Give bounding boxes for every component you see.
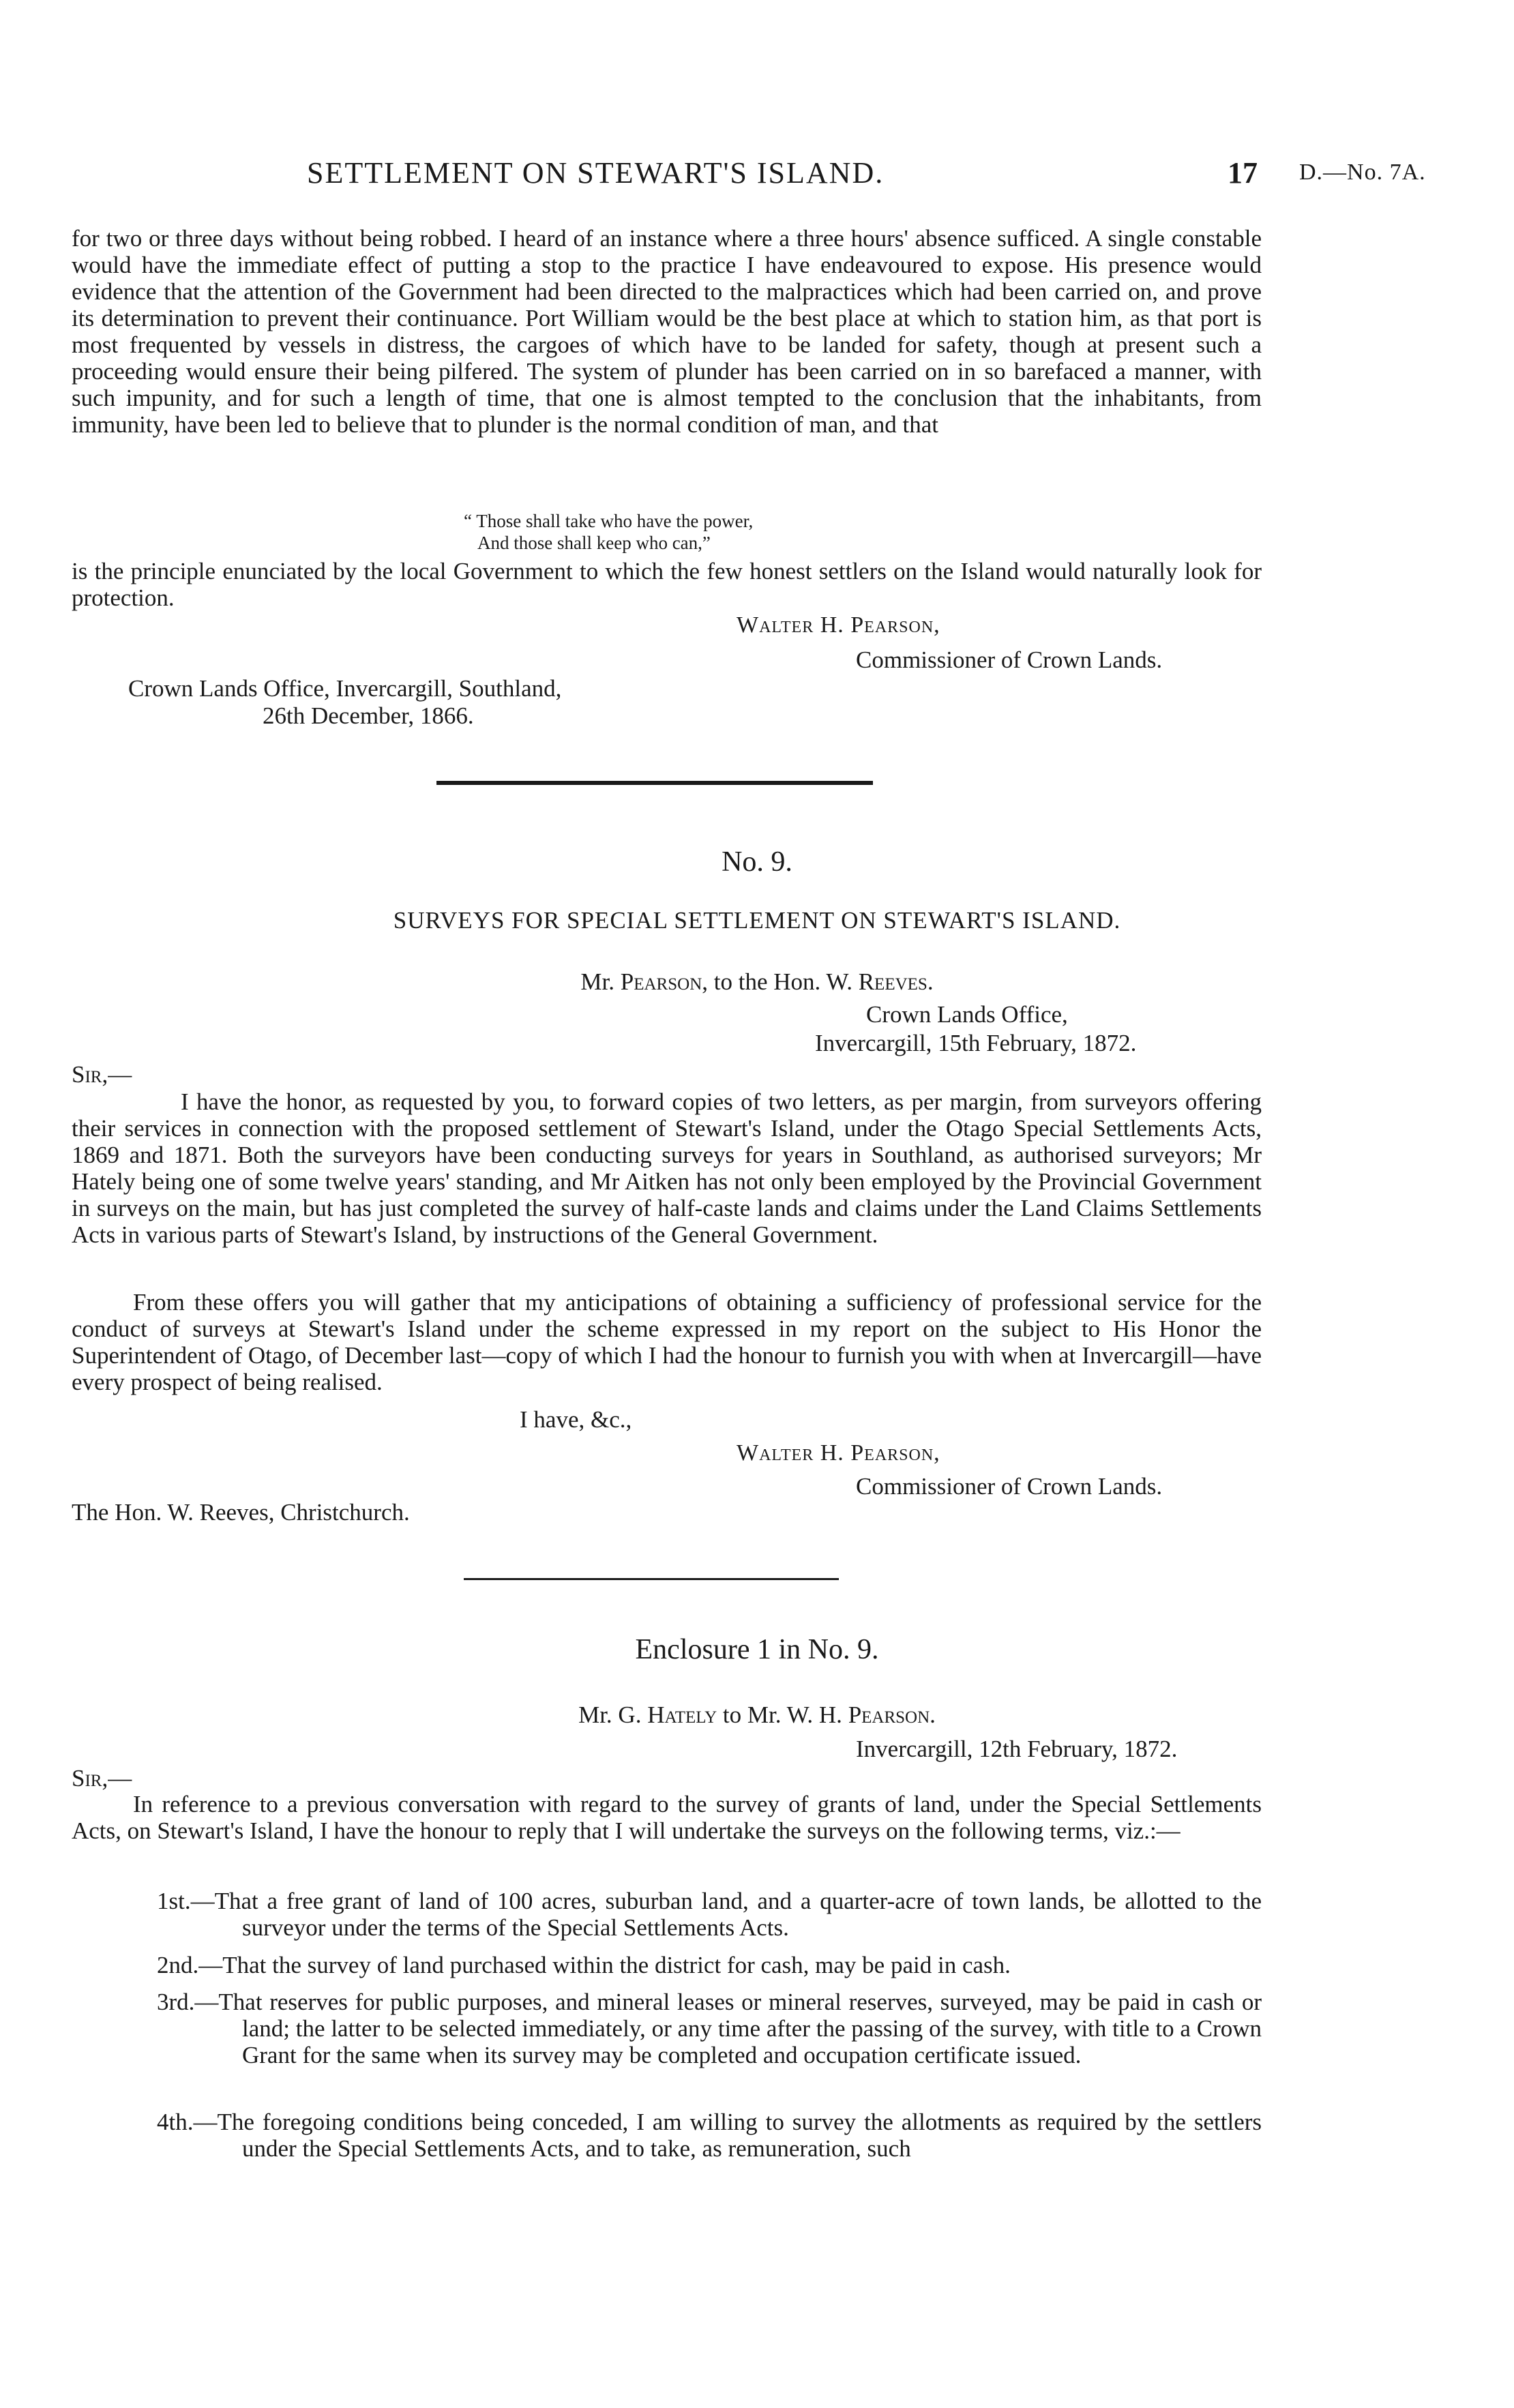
- quote-line-1: “ Those shall take who have the power,: [464, 511, 754, 531]
- no9-closing: I have, &c.,: [520, 1406, 632, 1433]
- no9-from-name: Pearson: [620, 968, 702, 995]
- letter1-paragraph: for two or three days without being robbed. I heard of an instance where a three hours' absence sufficed. A single constable would have the immediate effect of putting a stop to the practice I have endeavoured to expose. His presence would evidence that the attention of the Government had been directed to the malpractices which had been carried on, and prove its determination to prevent their continuance. Port William would be the best place at which to station him, as that port is most frequented by vessels in distress, the cargoes of which have to be landed for safety, though at present such a proceeding would ensure their being pilfered. The system of plunder has been carried on in so barefaced a manner, with such impunity, and for such a length of time, that one is almost tempted to the conclusion that the inhabitants, from immunity, have been led to believe that to plunder is the normal condition of man, and that: [72, 225, 1262, 438]
- section-divider: [436, 781, 873, 785]
- enclosure-from-to-text: Mr. G.: [578, 1701, 648, 1728]
- no9-address-line2: Invercargill, 15th February, 1872.: [815, 1030, 1137, 1056]
- letter1-date: 26th December, 1866.: [263, 702, 474, 729]
- no9-paragraph-2: From these offers you will gather that my anticipations of obtaining a sufficiency of professional service for the conduct of surveys at Stewart's Island under the scheme expressed in my report on the subject to His Honor the Superintendent of Otago, of December last—copy of which I had the honour to furnish you with when at Invercargill—have every prospect of being realised.: [72, 1289, 1262, 1395]
- no9-salutation: Sir,—: [72, 1061, 132, 1088]
- enclosure-from-to-text: to Mr. W. H.: [717, 1701, 848, 1728]
- enclosure-from-to: [0, 1701, 1514, 1729]
- enclosure-salutation: Sir,—: [72, 1765, 132, 1792]
- no9-from-to: [0, 968, 1514, 996]
- letter1-signature-title: Commissioner of Crown Lands.: [856, 646, 1163, 673]
- no9-heading: No. 9.: [722, 846, 792, 878]
- no9-signature-name: Walter H. Pearson,: [737, 1440, 940, 1466]
- no9-from-to-text: .: [927, 968, 934, 995]
- no9-to-name: Reeves: [858, 968, 927, 995]
- page-header: [0, 155, 1514, 203]
- enclosure-date: Invercargill, 12th February, 1872.: [856, 1736, 1178, 1762]
- no9-paragraph-1: I have the honor, as requested by you, to forward copies of two letters, as per margin, from surveyors offering their services in connection with the proposed settlement of Stewart's Island, under the Otago Special Settlements Acts, 1869 and 1871. Both the surveyors have been conducting surveys for years in Southland, as authorised surveyors; Mr Hately being one of some twelve years' standing, and Mr Aitken has not only been employed by the Provincial Government in surveys on the main, but has just completed the survey of half-caste lands and claims under the Land Claims Settlements Acts in various parts of Stewart's Island, by instructions of the General Government.: [72, 1088, 1262, 1248]
- letter1-continuation: is the principle enunciated by the local Government to which the few honest settlers on the Island would naturally look for protection.: [72, 558, 1262, 611]
- section-divider: [464, 1578, 839, 1580]
- enclosure-from-name: Hately: [647, 1701, 717, 1728]
- no9-address-line1: Crown Lands Office,: [866, 1001, 1068, 1028]
- running-title: SETTLEMENT ON STEWART'S ISLAND.: [307, 156, 885, 190]
- no9-from-to-text: Mr.: [580, 968, 621, 995]
- letter1-place: Crown Lands Office, Invercargill, Southland,: [128, 675, 562, 702]
- no9-addressee: The Hon. W. Reeves, Christchurch.: [72, 1499, 410, 1526]
- enclosure-to-name: Pearson: [848, 1701, 930, 1728]
- enclosure-heading: Enclosure 1 in No. 9.: [635, 1634, 879, 1665]
- enclosure-from-to-text: .: [930, 1701, 936, 1728]
- enclosure-paragraph: In reference to a previous conversation with regard to the survey of grants of land, under the Special Settlements Acts, on Stewart's Island, I have the honour to reply that I will undertake the surveys on the following terms, viz.:—: [72, 1791, 1262, 1844]
- no9-signature-title: Commissioner of Crown Lands.: [856, 1473, 1163, 1500]
- no9-title: SURVEYS FOR SPECIAL SETTLEMENT ON STEWART'S ISLAND.: [393, 907, 1121, 934]
- enclosure-term-3: 3rd.—That reserves for public purposes, and mineral leases or mineral reserves, surveyed, may be paid in cash or land; the latter to be selected immediately, or any time after the passing of the survey, with title to a Crown Grant for the same when its survey may be completed and occupation certificate issued.: [157, 1989, 1262, 2068]
- letter1-signature-name: Walter H. Pearson,: [737, 612, 940, 638]
- enclosure-term-4: 4th.—The foregoing conditions being conceded, I am willing to survey the allotments as required by the settlers under the Special Settlements Acts, and to take, as remuneration, such: [157, 2109, 1262, 2162]
- enclosure-term-2: 2nd.—That the survey of land purchased within the district for cash, may be paid in cash.: [157, 1952, 1011, 1978]
- page-number: 17: [1228, 156, 1258, 190]
- no9-from-to-text: , to the Hon. W.: [702, 968, 859, 995]
- quote-line-2: And those shall keep who can,”: [477, 533, 711, 553]
- enclosure-term-1: 1st.—That a free grant of land of 100 acres, suburban land, and a quarter-acre of town lands, be allotted to the surveyor under the terms of the Special Settlements Acts.: [157, 1888, 1262, 1941]
- document-reference: D.—No. 7A.: [1299, 160, 1426, 185]
